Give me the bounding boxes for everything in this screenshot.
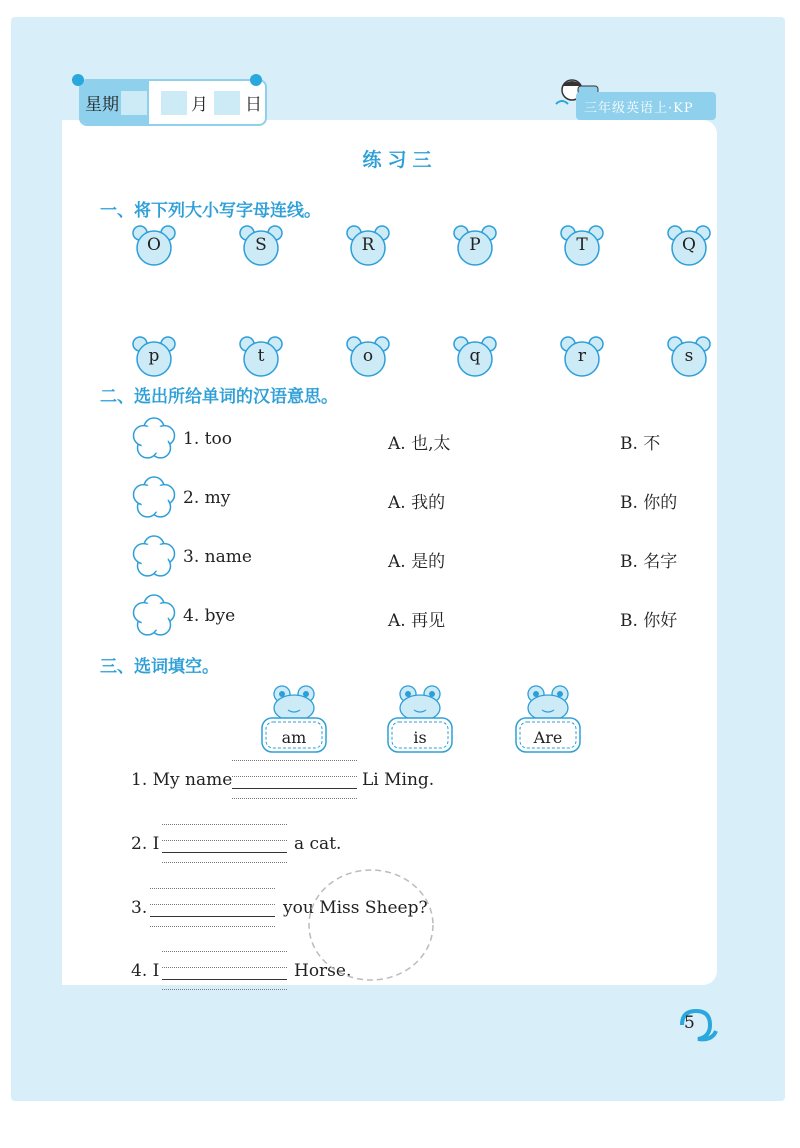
- option-a: A. 再见: [388, 611, 446, 631]
- option-a: A. 是的: [388, 552, 446, 572]
- sentence-end: a cat.: [294, 834, 342, 854]
- option-b: B. 名字: [620, 552, 678, 572]
- writing-guide-line: [150, 926, 275, 927]
- writing-guide-line: [162, 824, 287, 825]
- option-b: B. 不: [620, 434, 661, 454]
- uppercase-letter: R: [361, 235, 375, 255]
- uppercase-letter: Q: [682, 235, 696, 255]
- lowercase-letter: q: [469, 346, 481, 366]
- lowercase-letter-bear[interactable]: [132, 336, 176, 378]
- weekday-label: 星期: [85, 95, 119, 115]
- option-a: A. 也,太: [388, 434, 451, 454]
- sentence-start: 1. My name: [131, 770, 233, 790]
- page-title: 练习三: [362, 149, 438, 171]
- writing-guide-line: [232, 760, 357, 761]
- word-choice-frog: [384, 682, 456, 754]
- answer-blank[interactable]: [162, 852, 287, 853]
- uppercase-letter-bear[interactable]: [667, 225, 711, 267]
- sentence-end: you Miss Sheep?: [283, 898, 428, 918]
- lowercase-letter: o: [362, 346, 374, 366]
- lowercase-letter-bear[interactable]: [667, 336, 711, 378]
- writing-guide-line: [162, 967, 287, 968]
- option-b: B. 你的: [620, 493, 678, 513]
- lowercase-letter-bear[interactable]: [453, 336, 497, 378]
- month-field[interactable]: [161, 91, 187, 115]
- word-choice-frog: [512, 682, 584, 754]
- question-word: 4. bye: [183, 606, 236, 626]
- word-choice: is: [413, 728, 427, 747]
- lowercase-letter-bear[interactable]: [239, 336, 283, 378]
- option-a: A. 我的: [388, 493, 446, 513]
- sentence-end: Horse.: [294, 961, 352, 981]
- date-box: [79, 79, 267, 126]
- day-label: 日: [245, 95, 262, 115]
- watermark-seal: [296, 860, 446, 990]
- sentence-start: 4. I: [131, 961, 160, 981]
- uppercase-letter-bear[interactable]: [346, 225, 390, 267]
- word-choice-frog: [258, 682, 330, 754]
- page-number: 5: [684, 1013, 695, 1033]
- lowercase-letter: t: [257, 346, 265, 366]
- answer-flower-box[interactable]: [131, 416, 177, 462]
- day-field[interactable]: [214, 91, 240, 115]
- word-choice: Are: [533, 728, 563, 747]
- lowercase-letter-bear[interactable]: [560, 336, 604, 378]
- month-label: 月: [191, 95, 208, 115]
- writing-guide-line: [150, 904, 275, 905]
- uppercase-letter: O: [147, 235, 161, 255]
- writing-guide-line: [232, 776, 357, 777]
- section-1-heading: 一、将下列大小写字母连线。: [100, 201, 321, 221]
- uppercase-letter-bear[interactable]: [132, 225, 176, 267]
- lowercase-letter: p: [148, 346, 160, 366]
- writing-guide-line: [162, 989, 287, 990]
- answer-blank[interactable]: [232, 788, 357, 789]
- section-3-heading: 三、选词填空。: [100, 657, 219, 677]
- uppercase-letter: P: [469, 235, 481, 255]
- pin-icon: [72, 74, 84, 86]
- uppercase-letter: S: [255, 235, 267, 255]
- pin-icon: [250, 74, 262, 86]
- question-word: 3. name: [183, 547, 252, 567]
- lowercase-letter-bear[interactable]: [346, 336, 390, 378]
- writing-guide-line: [162, 862, 287, 863]
- writing-guide-line: [150, 888, 275, 889]
- answer-flower-box[interactable]: [131, 593, 177, 639]
- answer-blank[interactable]: [150, 916, 275, 917]
- writing-guide-line: [232, 798, 357, 799]
- book-title: 三年级英语上·KP: [584, 101, 694, 116]
- option-b: B. 你好: [620, 611, 678, 631]
- word-choice: am: [281, 728, 307, 747]
- uppercase-letter-bear[interactable]: [239, 225, 283, 267]
- answer-blank[interactable]: [162, 979, 287, 980]
- uppercase-letter-bear[interactable]: [560, 225, 604, 267]
- question-word: 1. too: [183, 429, 232, 449]
- writing-guide-line: [162, 840, 287, 841]
- uppercase-letter: T: [576, 235, 588, 255]
- uppercase-letter-bear[interactable]: [453, 225, 497, 267]
- sentence-start: 3.: [131, 898, 148, 918]
- sentence-start: 2. I: [131, 834, 160, 854]
- section-2-heading: 二、选出所给单词的汉语意思。: [100, 387, 338, 407]
- writing-guide-line: [162, 951, 287, 952]
- lowercase-letter: s: [684, 346, 694, 366]
- weekday-field[interactable]: [121, 91, 147, 115]
- lowercase-letter: r: [577, 346, 587, 366]
- question-word: 2. my: [183, 488, 231, 508]
- answer-flower-box[interactable]: [131, 534, 177, 580]
- sentence-end: Li Ming.: [362, 770, 435, 790]
- answer-flower-box[interactable]: [131, 475, 177, 521]
